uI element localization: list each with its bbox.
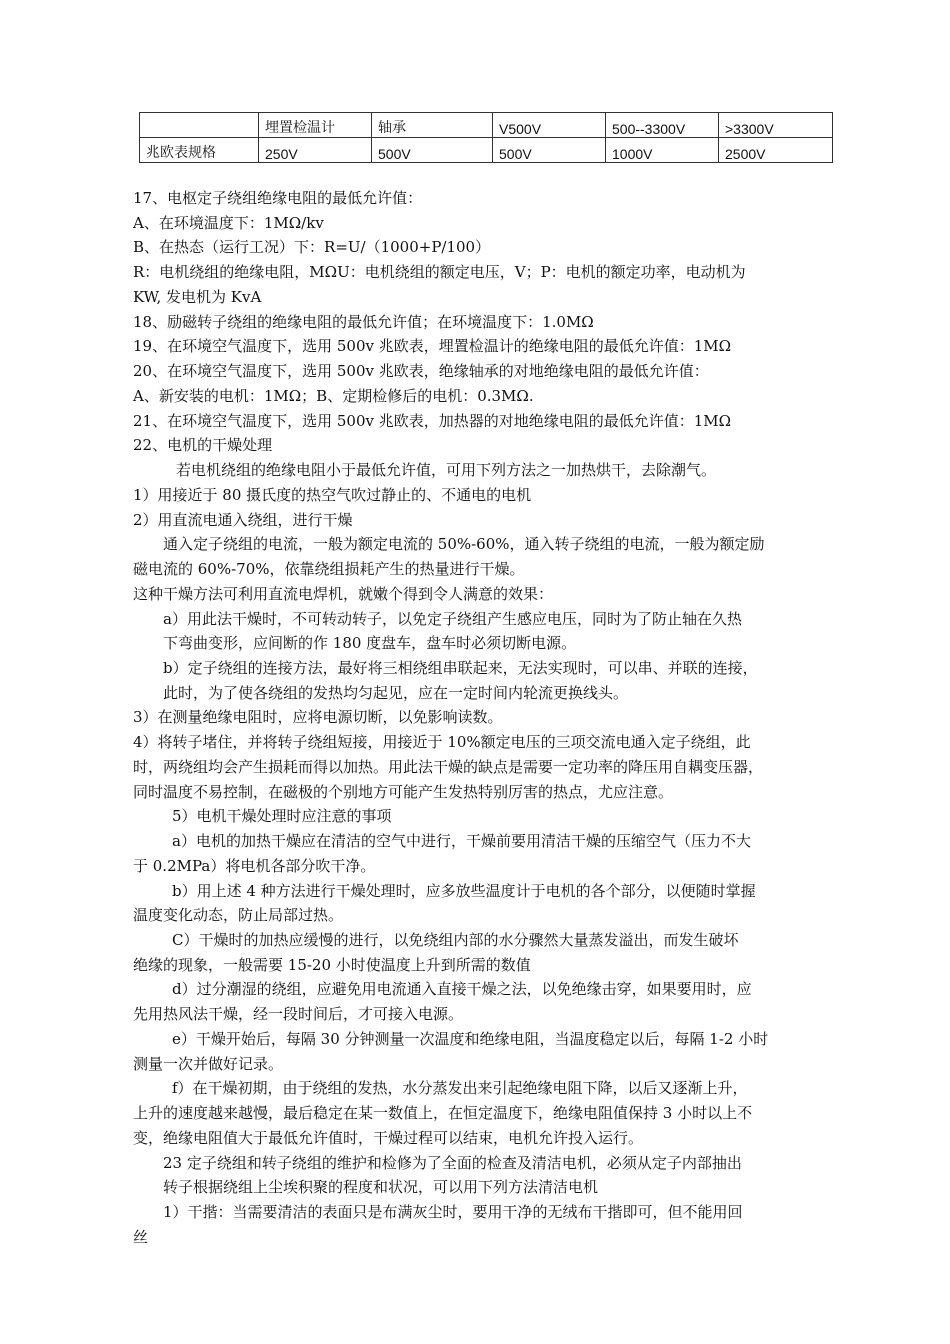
text-line: 变，绝缘电阻值大于最低允许值时，干燥过程可以结束，电机允许投入运行。 — [133, 1129, 644, 1147]
text-line: 17、电枢定子绕组绝缘电阻的最低允许值： — [133, 189, 423, 207]
text-line: 于 0.2MPa）将电机各部分吹干净。 — [133, 857, 376, 875]
table-cell — [140, 113, 259, 138]
text-line: 22、电机的干燥处理 — [133, 436, 273, 454]
text-line: 若电机绕组的绝缘电阻小于最低允许值，可用下列方法之一加热烘干，去除潮气。 — [176, 461, 717, 479]
table-cell: 500V — [372, 138, 493, 163]
text-line: b）用上述 4 种方法进行干燥处理时，应多放些温度计于电机的各个部分，以便随时掌握 — [172, 882, 756, 900]
text-line: 此时，为了使各绕组的发热均匀起见，应在一定时间内轮流更换线头。 — [163, 684, 629, 702]
text-line: 上升的速度越来越慢，最后稳定在某一数值上，在恒定温度下，绝缘电阻值保持 3 小时以上不 — [133, 1104, 753, 1122]
table-cell: 兆欧表规格 — [140, 138, 259, 163]
text-line: 1）干揩：当需要清洁的表面只是布满灰尘时，要用干净的无绒布干揩即可，但不能用回 — [163, 1203, 743, 1221]
text-line: 19、在环境空气温度下，选用 500v 兆欧表，埋置检温计的绝缘电阻的最低允许值：1MΩ — [133, 337, 732, 355]
text-line: A、在环境温度下：1MΩ/kv — [133, 214, 324, 232]
text-line: d）过分潮湿的绕组，应避免用电流通入直接干燥之法，以免绝缘击穿，如果要用时，应 — [172, 980, 752, 998]
table-cell: V500V — [493, 113, 606, 138]
text-line: 同时温度不易控制，在磁极的个别地方可能产生发热特别厉害的热点，尤应注意。 — [133, 783, 674, 801]
table-cell: 500--3300V — [606, 113, 719, 138]
table-cell: 埋置检温计 — [259, 113, 372, 138]
text-line: 3）在测量绝缘电阻时，应将电源切断，以免影响读数。 — [133, 708, 503, 726]
text-line: 绝缘的现象，一般需要 15-20 小时使温度上升到所需的数值 — [133, 956, 531, 974]
table-cell: 轴承 — [372, 113, 493, 138]
text-line: 5）电机干燥处理时应注意的事项 — [172, 807, 392, 825]
text-line: 2）用直流电通入绕组，进行干燥 — [133, 511, 353, 529]
table-row — [140, 138, 833, 163]
text-line: 1）用接近于 80 摄氏度的热空气吹过静止的、不通电的电机 — [133, 486, 532, 504]
text-line: C）干燥时的加热应缓慢的进行，以免绕组内部的水分骤然大量蒸发溢出，而发生破坏 — [172, 931, 739, 949]
text-line: 18、励磁转子绕组的绝缘电阻的最低允许值；在环境温度下：1.0MΩ — [133, 313, 594, 331]
text-line: 转子根据绕组上尘埃积聚的程度和状况，可以用下列方法清洁电机 — [163, 1178, 599, 1196]
table-cell: 2500V — [719, 138, 833, 163]
megohmmeter-spec-table — [139, 112, 833, 163]
text-line: R：电机绕组的绝缘电阻，MΩU：电机绕组的额定电压，V；P：电机的额定功率，电动机为 — [133, 263, 746, 281]
text-line: 下弯曲变形，应间断的作 180 度盘车，盘车时必须切断电源。 — [163, 634, 577, 652]
text-line: 时，两绕组均会产生损耗而得以加热。用此法干燥的缺点是需要一定功率的降压用自耦变压器， — [133, 758, 764, 776]
text-line: 23 定子绕组和转子绕组的维护和检修为了全面的检查及清洁电机，必须从定子内部抽出 — [163, 1154, 742, 1172]
text-line: b）定子绕组的连接方法，最好将三相绕组串联起来，无法实现时，可以串、并联的连接， — [163, 659, 758, 677]
text-line: 21、在环境空气温度下，选用 500v 兆欧表，加热器的对地绝缘电阻的最低允许值：1MΩ — [133, 412, 732, 430]
table-cell: ˃3300V — [719, 113, 833, 138]
text-line: 磁电流的 60%-70%，依靠绕组损耗产生的热量进行干燥。 — [133, 560, 525, 578]
text-line: 这种干燥方法可利用直流电焊机，就嫩个得到令人满意的效果： — [133, 585, 554, 603]
table-cell: 1000V — [606, 138, 719, 163]
table-header-row — [140, 113, 833, 138]
text-line: e）干燥开始后，每隔 30 分钟测量一次温度和绝缘电阻，当温度稳定以后，每隔 1-2 小时 — [172, 1030, 769, 1048]
text-line: 4）将转子堵住，并将转子绕组短接，用接近于 10%额定电压的三项交流电通入定子绕组，此 — [133, 733, 751, 751]
text-line: 通入定子绕组的电流，一般为额定电流的 50%-60%，通入转子绕组的电流，一般为额定励 — [163, 535, 765, 553]
text-line: KW, 发电机为 KvA — [133, 288, 262, 306]
text-line: 20、在环境空气温度下，选用 500v 兆欧表，绝缘轴承的对地绝缘电阻的最低允许值： — [133, 362, 709, 380]
text-line: A、新安装的电机：1MΩ；B、定期检修后的电机：0.3MΩ. — [133, 387, 534, 405]
text-line: 丝 — [133, 1228, 149, 1246]
text-line: 测量一次并做好记录。 — [133, 1055, 284, 1073]
table-cell: 500V — [493, 138, 606, 163]
text-line: f）在干燥初期，由于绕组的发热，水分蒸发出来引起绝缘电阻下降，以后又逐渐上升， — [172, 1079, 748, 1097]
text-line: 先用热风法干燥，经一段时间后，才可接入电源。 — [133, 1005, 464, 1023]
text-line: 温度变化动态，防止局部过热。 — [133, 906, 344, 924]
table-cell: 250V — [259, 138, 372, 163]
text-line: B、在热态（运行工况）下：R=U/（1000+P/100） — [133, 238, 491, 256]
text-line: a）电机的加热干燥应在清洁的空气中进行，干燥前要用清洁干燥的压缩空气（压力不大 — [172, 832, 751, 850]
text-line: a）用此法干燥时，不可转动转子，以免定子绕组产生感应电压，同时为了防止轴在久热 — [163, 610, 742, 628]
